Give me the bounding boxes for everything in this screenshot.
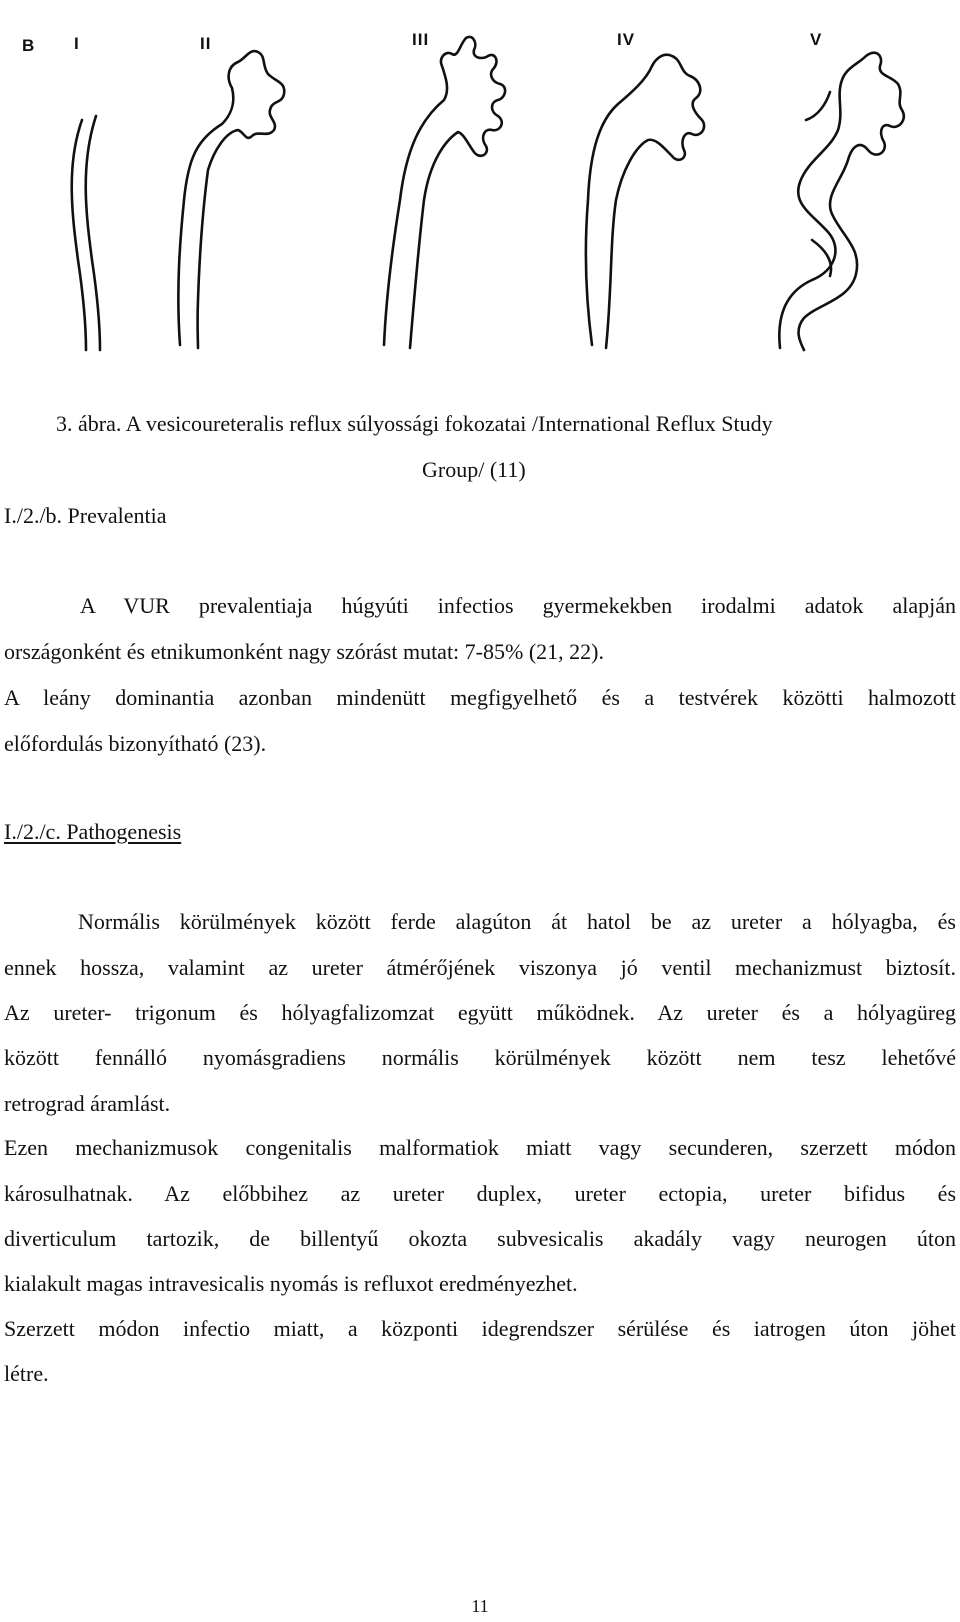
- paragraph-line: kialakult magas intravesicalis nyomás is refluxot eredményezhet.: [4, 1271, 578, 1296]
- grade-1-ureter: [72, 116, 100, 350]
- grade-3-kidney: [384, 37, 505, 348]
- paragraph-line: országonként és etnikumonként nagy szórást mutat: 7-85% (21, 22).: [4, 639, 604, 664]
- paragraph-line: A VUR prevalentiaja húgyúti infectios gyermekekben irodalmi adatok alapján: [80, 593, 956, 618]
- figure-label-grade-5: V: [810, 30, 823, 49]
- section-heading-prevalentia: I./2./b. Prevalentia: [4, 503, 167, 528]
- page-number: 11: [471, 1596, 489, 1616]
- paragraph-line: diverticulum tartozik, de billentyű okozta subvesicalis akadály vagy neurogen úton: [4, 1226, 956, 1251]
- figure-caption-line-2: Group/ (11): [422, 457, 526, 482]
- figure-label-grade-2: II: [200, 34, 212, 53]
- figure-label-grade-3: III: [412, 30, 430, 49]
- paragraph-line: Normális körülmények között ferde alagúton át hatol be az ureter a hólyagba, és: [78, 909, 956, 934]
- paragraph-line: létre.: [4, 1361, 49, 1386]
- paragraph-line: retrograd áramlást.: [4, 1091, 171, 1116]
- paragraph-line: A leány dominantia azonban mindenütt megfigyelhető és a testvérek közötti halmozott: [4, 685, 956, 710]
- paragraph-line: Az ureter- trigonum és hólyagfalizomzat együtt működnek. Az ureter és a hólyagüreg: [4, 1000, 956, 1025]
- grade-5-kidney: [779, 53, 904, 350]
- figure-caption-line-1: 3. ábra. A vesicoureteralis reflux súlyossági fokozatai /International Reflux Study: [56, 411, 773, 436]
- grade-2-kidney: [178, 51, 284, 348]
- grade-4-kidney: [586, 55, 704, 348]
- paragraph-line: Szerzett módon infectio miatt, a központi idegrendszer sérülése és iatrogen úton jöhet: [4, 1316, 956, 1341]
- paragraph-line: károsulhatnak. Az előbbihez az ureter duplex, ureter ectopia, ureter bifidus és: [4, 1181, 956, 1206]
- paragraph-line: között fennálló nyomásgradiens normális körülmények között nem tesz lehetővé: [4, 1045, 956, 1070]
- reflux-grades-figure: [0, 0, 960, 370]
- paragraph-line: Ezen mechanizmusok congenitalis malformatiok miatt vagy secunderen, szerzett módon: [4, 1135, 956, 1160]
- paragraph-line: előfordulás bizonyítható (23).: [4, 731, 267, 756]
- reflux-grades-drawing: [0, 0, 960, 370]
- figure-label-grade-1: I: [74, 34, 80, 53]
- figure-label-b: B: [22, 36, 36, 55]
- paragraph-line: ennek hossza, valamint az ureter átmérőjének viszonya jó ventil mechanizmust biztosít.: [4, 955, 956, 980]
- section-heading-pathogenesis: I./2./c. Pathogenesis: [4, 819, 182, 844]
- figure-label-grade-4: IV: [617, 30, 636, 49]
